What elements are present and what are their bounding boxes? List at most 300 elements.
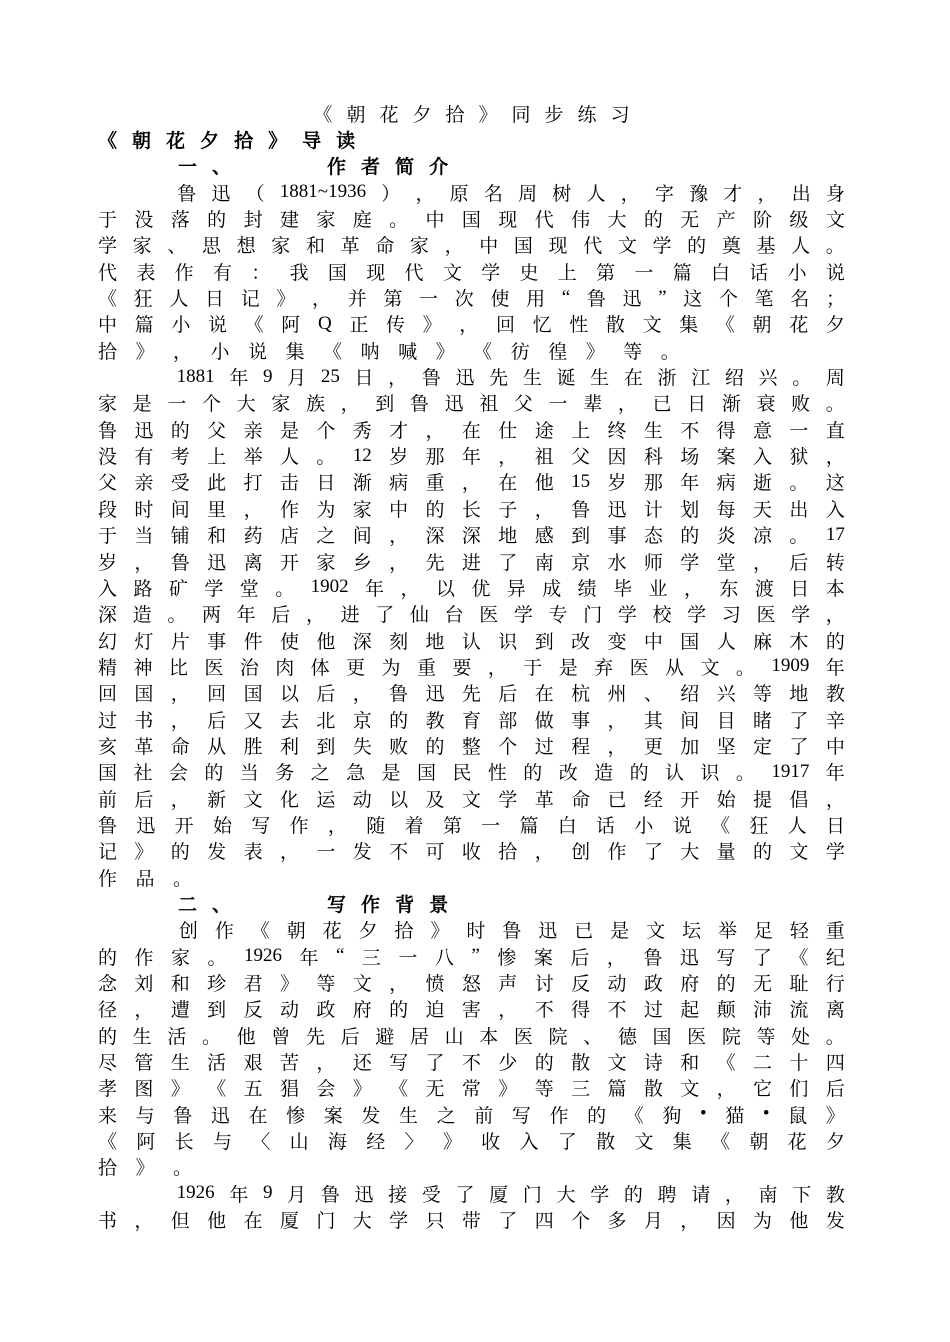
char: 了 [375,605,395,627]
char: 使 [279,631,299,653]
char: 其 [643,710,663,732]
char: 年 [229,1184,249,1206]
char: 起 [680,1000,700,1022]
char: 〈 [251,1132,271,1154]
char: 刻 [389,631,409,653]
char: 《 [98,131,118,153]
char: 不 [680,420,700,442]
char: Q [317,312,332,334]
char: 回 [495,315,515,337]
char: 倡 [789,789,809,811]
char: 声 [498,974,518,996]
char: 先 [425,552,445,574]
char: 医 [629,657,649,679]
text-line [98,390,845,416]
char: 发 [207,842,227,864]
char: 岁 [98,552,118,574]
char: 伟 [571,210,591,232]
char: 杭 [571,684,591,706]
char: 后 [271,605,291,627]
paragraph [98,363,845,890]
char: 诞 [556,368,576,390]
char: 迅 [444,394,464,416]
char: 使 [490,289,510,311]
char: 《 [473,341,493,363]
char: 图 [134,1079,154,1101]
char: 堂 [239,578,259,600]
char: 《 [389,1079,409,1101]
char: ， [825,789,845,811]
char: 大 [607,210,627,232]
char: 及 [425,789,445,811]
char: 父 [571,447,591,469]
char: 奠 [721,236,741,258]
char: 小 [634,815,654,837]
char: 白 [557,815,577,837]
char: 着 [404,815,424,837]
char: 优 [471,578,491,600]
char: 家 [171,947,191,969]
char: 兴 [758,368,778,390]
char: 发 [825,1211,845,1233]
char: 祖 [479,394,499,416]
char: 散 [605,315,625,337]
char: 25 [320,365,340,387]
char: 代 [404,262,424,284]
char: 案 [716,447,736,469]
char: 说 [207,315,227,337]
char: 等 [316,974,336,996]
char: 深 [352,631,372,653]
text-line [98,1075,845,1101]
char: 。 [275,578,295,600]
char: 读 [336,131,356,153]
char: 国 [98,763,118,785]
char: 当 [134,526,154,548]
char: 庭 [352,210,372,232]
char: 水 [607,552,627,574]
char: 表 [243,842,263,864]
char: 医 [479,605,499,627]
char: 过 [643,1000,663,1022]
char: 与 [212,1132,232,1154]
char: 鲁 [170,552,190,574]
char: 》 [135,341,155,363]
text-line [98,996,845,1022]
char: 朝 [749,1132,769,1154]
char: 》 [170,1079,190,1101]
char: 》 [135,1158,155,1180]
char: 命 [571,789,591,811]
char: 体 [310,657,330,679]
char: 的 [629,763,649,785]
char: 字 [654,183,674,205]
char: 的 [204,763,224,785]
char: 因 [607,447,627,469]
char: 人 [791,236,811,258]
char: 的 [98,1026,118,1048]
text-line [98,864,845,890]
char: 渐 [721,394,741,416]
char: 花 [787,1132,807,1154]
char: 生 [643,420,663,442]
char: 父 [513,394,533,416]
char: 年 [825,657,845,679]
char: 中 [425,210,445,232]
char: 途 [534,420,554,442]
char: 和 [207,526,227,548]
char: 他 [316,631,336,653]
char: 之 [436,1105,456,1127]
char: 在 [243,1211,263,1233]
char: 的 [534,1053,554,1075]
char: 集 [679,315,699,337]
char: 有 [212,262,232,284]
char: 木 [789,631,809,653]
char: 文 [634,1132,654,1154]
char: ， [279,842,299,864]
char: 创 [571,842,591,864]
char: 、 [212,157,232,179]
char: 国 [416,763,436,785]
char: 后 [340,1026,360,1048]
char: 拾 [234,131,254,153]
char: 时 [134,499,154,521]
char: 迅 [679,947,699,969]
char: 习 [610,104,630,126]
char: 病 [389,473,409,495]
char: 间 [680,710,700,732]
char: 地 [425,631,445,653]
char: 深 [461,526,481,548]
char: 长 [174,1132,194,1154]
char: 。 [201,1026,221,1048]
text-line [98,442,845,468]
char: 开 [680,789,700,811]
char: 了 [752,947,772,969]
char: 月 [287,368,307,390]
char: 。 [735,763,755,785]
char: 秀 [352,420,372,442]
char: 他 [789,1211,809,1233]
char: 》 [134,842,154,864]
char: 前 [474,1105,494,1127]
char: 》 [422,315,442,337]
char: 先 [489,368,509,390]
char: 这 [683,289,703,311]
char: 的 [687,236,707,258]
char: 了 [557,1132,577,1154]
char: 等 [756,1026,776,1048]
char: 二 [178,894,198,916]
char: 家 [316,552,336,574]
char: 行 [825,974,845,996]
char: 年 [299,947,319,969]
char: 医 [513,1026,533,1048]
char: 教 [825,1184,845,1206]
char: 在 [498,473,518,495]
char: 运 [316,789,336,811]
char: 定 [753,736,773,758]
char: 二 [753,1053,773,1075]
char: 开 [279,552,299,574]
char: 弃 [594,657,614,679]
char: 举 [717,921,737,943]
char: ， [134,1000,154,1022]
char: 炎 [716,526,736,548]
char: 拾 [498,842,518,864]
char: ， [327,815,347,837]
char: 之 [316,526,336,548]
char: 的 [170,842,190,864]
char: 的 [587,1105,607,1127]
char: 入 [519,1132,539,1154]
char: 天 [753,499,773,521]
char: 了 [498,552,518,574]
char: 事 [607,526,627,548]
char: 第 [442,815,462,837]
char: 浙 [657,368,677,390]
char: 回 [98,684,118,706]
char: 。 [735,657,755,679]
char: 流 [789,1000,809,1022]
char: 灯 [134,631,154,653]
char: 呐 [360,341,380,363]
char: 年 [229,368,249,390]
char: 改 [571,631,591,653]
char: 足 [753,921,773,943]
char: 。 [167,605,187,627]
char: 正 [349,315,369,337]
char: 建 [279,210,299,232]
text-line [98,1101,845,1127]
char: 花 [166,131,186,153]
char: ， [716,1079,736,1101]
char: 散 [643,1079,663,1101]
char: 简 [395,157,415,179]
char: 路 [133,578,153,600]
char: 鲁 [571,499,591,521]
char: 习 [721,605,741,627]
char: 日 [354,368,374,390]
char: 革 [340,236,360,258]
char: 动 [352,789,372,811]
char: 人 [279,447,299,469]
char: 命 [375,236,395,258]
char: 接 [388,1184,408,1206]
char: 才 [723,183,743,205]
char: 一 [167,394,187,416]
char: 进 [461,552,481,574]
char: 为 [753,1211,773,1233]
char: 学 [481,262,501,284]
char: （ [245,183,265,205]
char: 他 [207,1211,227,1233]
char: 已 [607,789,627,811]
char: ， [170,684,190,706]
char: 请 [691,1184,711,1206]
char: 篇 [519,815,539,837]
char: 造 [132,605,152,627]
text-line [98,284,845,310]
char: 转 [825,552,845,574]
char: 学 [498,789,518,811]
char: 书 [98,1211,118,1233]
char: 了 [789,736,809,758]
char: 国 [652,1026,672,1048]
char: 变 [607,631,627,653]
char: 聘 [657,1184,677,1206]
char: ， [683,578,703,600]
char: 件 [243,631,263,653]
char: 衰 [756,394,776,416]
char: 人 [586,183,606,205]
char: 花 [789,315,809,337]
char: ， [534,842,554,864]
text-line [98,179,845,205]
char: 17 [825,523,845,545]
char: ， [415,183,435,205]
char: 业 [648,578,668,600]
char: 到 [207,1000,227,1022]
char: 提 [753,789,773,811]
char: 表 [136,262,156,284]
char: 狂 [133,289,153,311]
paragraph [98,1180,845,1233]
char: 朝 [286,921,306,943]
char: 国 [513,236,533,258]
char: 迅 [607,499,627,521]
char: 径 [98,1000,118,1022]
char: 事 [571,710,591,732]
char: 大 [236,394,256,416]
char: 改 [558,763,578,785]
char: 鲁 [502,921,522,943]
char: 了 [789,710,809,732]
char: 迅 [622,289,642,311]
char: 国 [461,210,481,232]
char: 话 [596,815,616,837]
char: 的 [680,526,700,548]
char: 无 [753,974,773,996]
char: 。 [825,1026,845,1048]
char: 学 [590,1184,610,1206]
char: 作 [327,157,347,179]
char: 遭 [170,1000,190,1022]
char: ： [251,262,271,284]
char: 史 [519,262,539,284]
char: 避 [375,1026,395,1048]
char: 铺 [170,526,190,548]
char: 当 [239,763,259,785]
char: 怒 [461,974,481,996]
char: 。 [316,447,336,469]
char: 院 [548,1026,568,1048]
char: 本 [479,1026,499,1048]
char: 鲁 [421,368,441,390]
char: 肉 [275,657,295,679]
char: 。 [389,210,409,232]
char: 写 [389,1053,409,1075]
char: 医 [687,1026,707,1048]
char: 始 [212,815,232,837]
char: 是 [558,657,578,679]
char: 可 [425,842,445,864]
char: 利 [279,736,299,758]
char: 有 [134,447,154,469]
char: 失 [352,736,372,758]
char: 次 [454,289,474,311]
char: 个 [201,394,221,416]
char: 《 [250,921,270,943]
char: 作 [174,262,194,284]
char: 徨 [548,341,568,363]
char: 们 [789,1079,809,1101]
char: 在 [461,420,481,442]
char: ， [312,289,332,311]
char: 身 [825,183,845,205]
text-line [98,969,845,995]
char: 夕 [412,104,432,126]
char: 原 [449,183,469,205]
char: ， [388,368,408,390]
char: 只 [425,1211,445,1233]
char: ， [825,605,845,627]
text-line [98,601,845,627]
char: 院 [721,1026,741,1048]
char: 散 [571,1053,591,1075]
char: 写 [511,1105,531,1127]
char: ， [459,315,479,337]
char: 颠 [716,1000,736,1022]
text-line [98,574,845,600]
char: 得 [571,1000,591,1022]
char: 迅 [134,420,154,442]
text-line [98,232,845,258]
char: 鲁 [177,183,197,205]
char: 说 [825,262,845,284]
char: 多 [607,1211,627,1233]
text-line [98,311,845,337]
char: 家 [352,499,372,521]
text-line [98,258,845,284]
char: 神 [133,657,153,679]
char: 作 [549,1105,569,1127]
char: 命 [170,736,190,758]
char: 1926 [176,1182,215,1204]
char: 介 [429,157,449,179]
char: 于 [98,526,118,548]
char: 家 [271,394,291,416]
char: 家 [98,394,118,416]
char: 迅 [354,1184,374,1206]
char: 》 [430,921,450,943]
char: 兴 [716,684,736,706]
char: 9 [262,365,273,387]
char: 篇 [134,315,154,337]
char: 经 [643,789,663,811]
char: 生 [522,368,542,390]
char: 父 [98,473,118,495]
char: 认 [665,763,685,785]
char: 彷 [510,341,530,363]
char: 的 [825,631,845,653]
char: 学 [652,236,672,258]
char: 比 [168,657,188,679]
char: 入 [98,578,118,600]
char: 代 [583,236,603,258]
char: ， [753,552,773,574]
